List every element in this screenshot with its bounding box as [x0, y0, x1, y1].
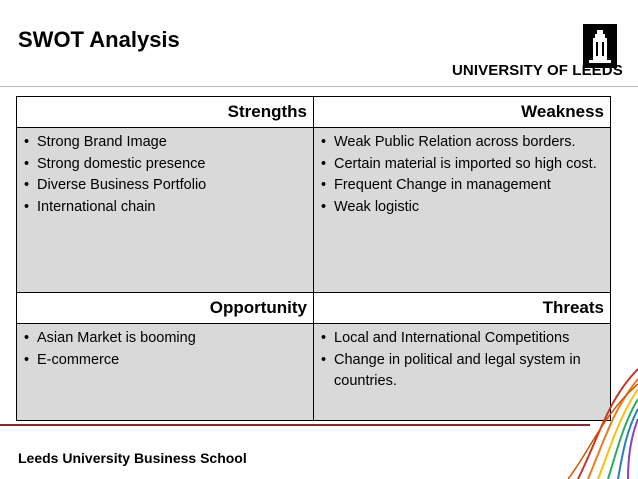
list-item: • Frequent Change in management	[320, 175, 604, 197]
strengths-cell	[17, 128, 314, 293]
list-item: • International chain	[23, 197, 307, 219]
list-item: • Diverse Business Portfolio	[23, 175, 307, 197]
swot-table	[16, 96, 611, 421]
list-item: • Local and International Competitions	[320, 328, 604, 350]
list-item: • Asian Market is booming	[23, 328, 307, 350]
header-divider	[0, 86, 638, 87]
list-item: • Strong domestic presence	[23, 154, 307, 176]
list-item: • Change in political and legal system in countries.	[320, 350, 604, 393]
weakness-cell	[314, 128, 611, 293]
threats-heading: Threats	[314, 293, 611, 324]
strengths-heading: Strengths	[17, 97, 314, 128]
decorative-swirl-icon	[568, 359, 638, 479]
list-item: • E-commerce	[23, 350, 307, 372]
list-item: • Certain material is imported so high cost.	[320, 154, 604, 176]
opportunity-cell	[17, 324, 314, 421]
list-item: • Weak logistic	[320, 197, 604, 219]
weakness-heading: Weakness	[314, 97, 611, 128]
threats-cell	[314, 324, 611, 421]
weakness-list	[320, 132, 604, 219]
opportunity-list	[23, 328, 307, 371]
threats-list	[320, 328, 604, 393]
list-item: • Weak Public Relation across borders.	[320, 132, 604, 154]
footer-divider	[0, 424, 590, 426]
list-item: • Strong Brand Image	[23, 132, 307, 154]
footer-text: Leeds University Business School	[18, 450, 247, 466]
university-logo-text: UNIVERSITY OF LEEDS	[452, 62, 623, 79]
page-title: SWOT Analysis	[18, 27, 180, 52]
opportunity-heading: Opportunity	[17, 293, 314, 324]
strengths-list	[23, 132, 307, 219]
